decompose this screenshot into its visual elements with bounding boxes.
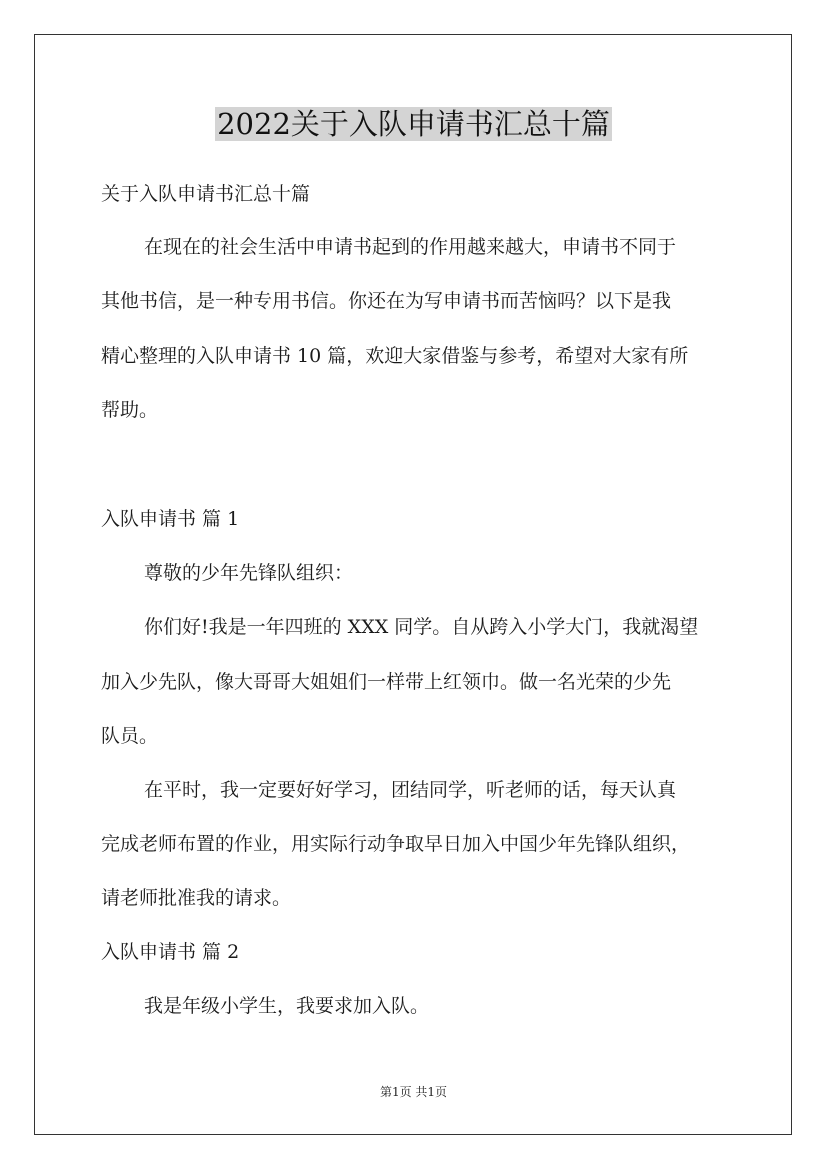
document-title <box>0 104 827 144</box>
paragraph-line: 你们好!我是一年四班的 XXX 同学。自从跨入小学大门，我就渴望 <box>144 616 699 638</box>
document-title-text: 2022关于入队申请书汇总十篇 <box>217 107 610 141</box>
paragraph-line: 加入少先队，像大哥哥大姐姐们一样带上红领巾。做一名光荣的少先 <box>101 671 672 693</box>
intro-line: 在现在的社会生活中申请书起到的作用越来越大，申请书不同于 <box>144 236 677 258</box>
paragraph-line: 我是年级小学生，我要求加入队。 <box>144 995 430 1017</box>
paragraph-line: 队员。 <box>101 725 159 747</box>
page-footer <box>0 1084 827 1100</box>
paragraph-line: 在平时，我一定要好好学习，团结同学，听老师的话，每天认真 <box>144 779 677 801</box>
paragraph-line: 请老师批准我的请求。 <box>101 887 292 909</box>
intro-line: 帮助。 <box>101 399 159 421</box>
section-heading: 入队申请书 篇 2 <box>101 941 240 963</box>
paragraph-line: 完成老师布置的作业，用实际行动争取早日加入中国少年先锋队组织， <box>101 833 691 855</box>
document-subtitle: 关于入队申请书汇总十篇 <box>101 183 311 205</box>
section-heading: 入队申请书 篇 1 <box>101 508 240 530</box>
intro-line: 其他书信，是一种专用书信。你还在为写申请书而苦恼吗？以下是我 <box>101 290 672 312</box>
intro-line: 精心整理的入队申请书 10 篇，欢迎大家借鉴与参考，希望对大家有所 <box>101 345 689 367</box>
greeting: 尊敬的少年先锋队组织： <box>144 562 354 584</box>
page-number: 第1页 共1页 <box>379 1085 448 1099</box>
